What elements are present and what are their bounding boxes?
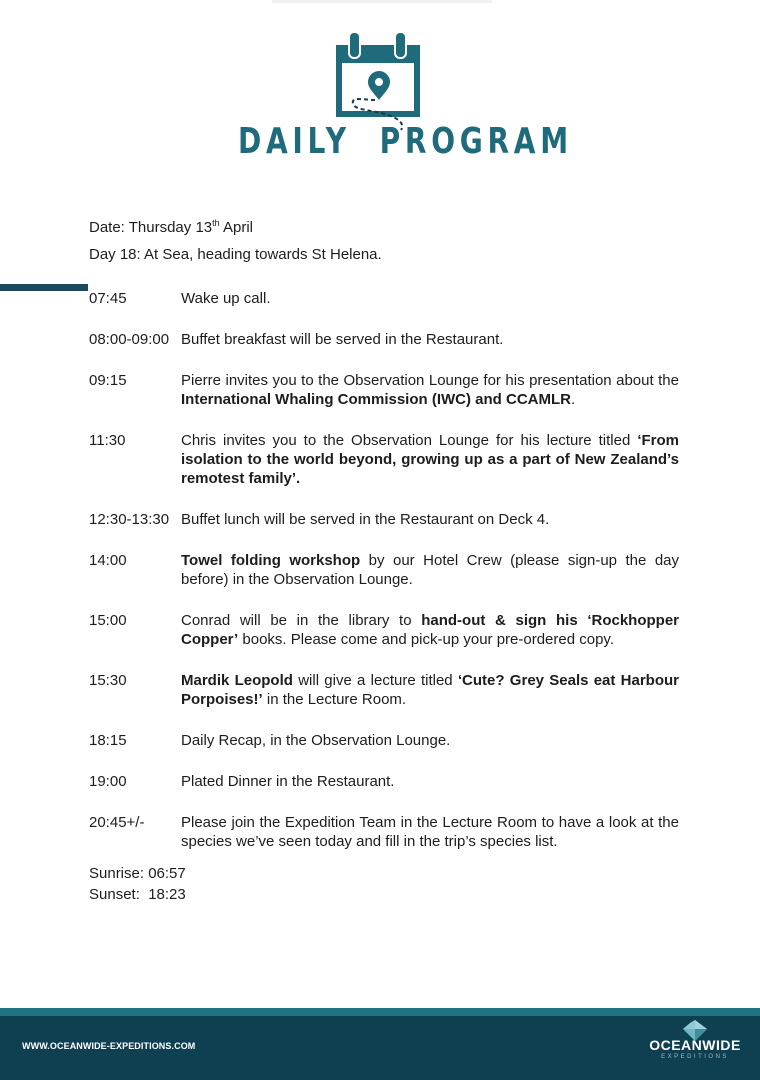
page-title: DAILY PROGRAM — [238, 121, 573, 162]
sun-times — [89, 863, 186, 905]
schedule-description: Chris invites you to the Observation Lounge for his lecture titled ‘From isolation to the world beyond, growing up as a part of New Zealand’s remotest family’. — [181, 432, 679, 487]
schedule-description: Towel folding workshop by our Hotel Crew (please sign-up the day before) in the Observation Lounge. — [181, 552, 680, 588]
schedule-description: Conrad will be in the library to hand-out & sign his ‘Rockhopper Copper’ books. Please come and pick-up your pre-ordered copy. — [181, 612, 679, 648]
schedule-time: 18:15 — [89, 732, 127, 749]
website-link[interactable]: WWW.OCEANWIDE-EXPEDITIONS.COM — [22, 1041, 196, 1051]
schedule-row — [89, 510, 679, 529]
top-divider — [272, 0, 492, 3]
program-date: Date: Thursday 13th April — [89, 218, 254, 236]
footer-band — [0, 1008, 760, 1016]
schedule-list — [89, 289, 679, 873]
schedule-description: Wake up call. — [181, 290, 271, 307]
program-day: Day 18: At Sea, heading towards St Helena. — [89, 246, 382, 263]
schedule-time: 19:00 — [89, 773, 127, 790]
schedule-row — [89, 551, 679, 589]
schedule-row — [89, 772, 679, 791]
schedule-time: 15:30 — [89, 672, 127, 689]
schedule-time: 20:45+/- — [89, 814, 145, 831]
schedule-time: 11:30 — [89, 432, 126, 449]
schedule-row — [89, 731, 679, 750]
schedule-row — [89, 671, 679, 709]
schedule-row — [89, 330, 679, 349]
accent-bar — [0, 284, 88, 291]
schedule-time: 08:00-09:00 — [89, 331, 170, 348]
schedule-description: Please join the Expedition Team in the Lecture Room to have a look at the species we’ve seen today and fill in the trip’s species list. — [181, 814, 679, 850]
schedule-row — [89, 431, 679, 488]
schedule-description: Plated Dinner in the Restaurant. — [181, 773, 395, 790]
sunset-time: Sunset: 18:23 — [89, 886, 186, 903]
schedule-time: 09:15 — [89, 372, 127, 389]
schedule-description: Buffet lunch will be served in the Restaurant on Deck 4. — [181, 511, 550, 528]
schedule-description: Daily Recap, in the Observation Lounge. — [181, 732, 451, 749]
sunrise-time: Sunrise: 06:57 — [89, 865, 186, 882]
schedule-description: Mardik Leopold will give a lecture titled ‘Cute? Grey Seals eat Harbour Porpoises!’ in the Lecture Room. — [181, 672, 679, 708]
schedule-time: 14:00 — [89, 552, 127, 569]
schedule-row — [89, 289, 679, 308]
brand-name: OCEANWIDE — [649, 1037, 741, 1053]
schedule-description: Buffet breakfast will be served in the Restaurant. — [181, 331, 504, 348]
schedule-time: 15:00 — [89, 612, 127, 629]
schedule-row — [89, 611, 679, 649]
schedule-description: Pierre invites you to the Observation Lounge for his presentation about the International Whaling Commission (IWC) and CCAMLR. — [181, 372, 679, 408]
schedule-row — [89, 813, 679, 851]
schedule-time: 12:30-13:30 — [89, 511, 170, 528]
footer — [0, 1008, 760, 1080]
schedule-time: 07:45 — [89, 290, 127, 307]
schedule-row — [89, 371, 679, 409]
brand-subtitle: EXPEDITIONS — [661, 1054, 729, 1060]
